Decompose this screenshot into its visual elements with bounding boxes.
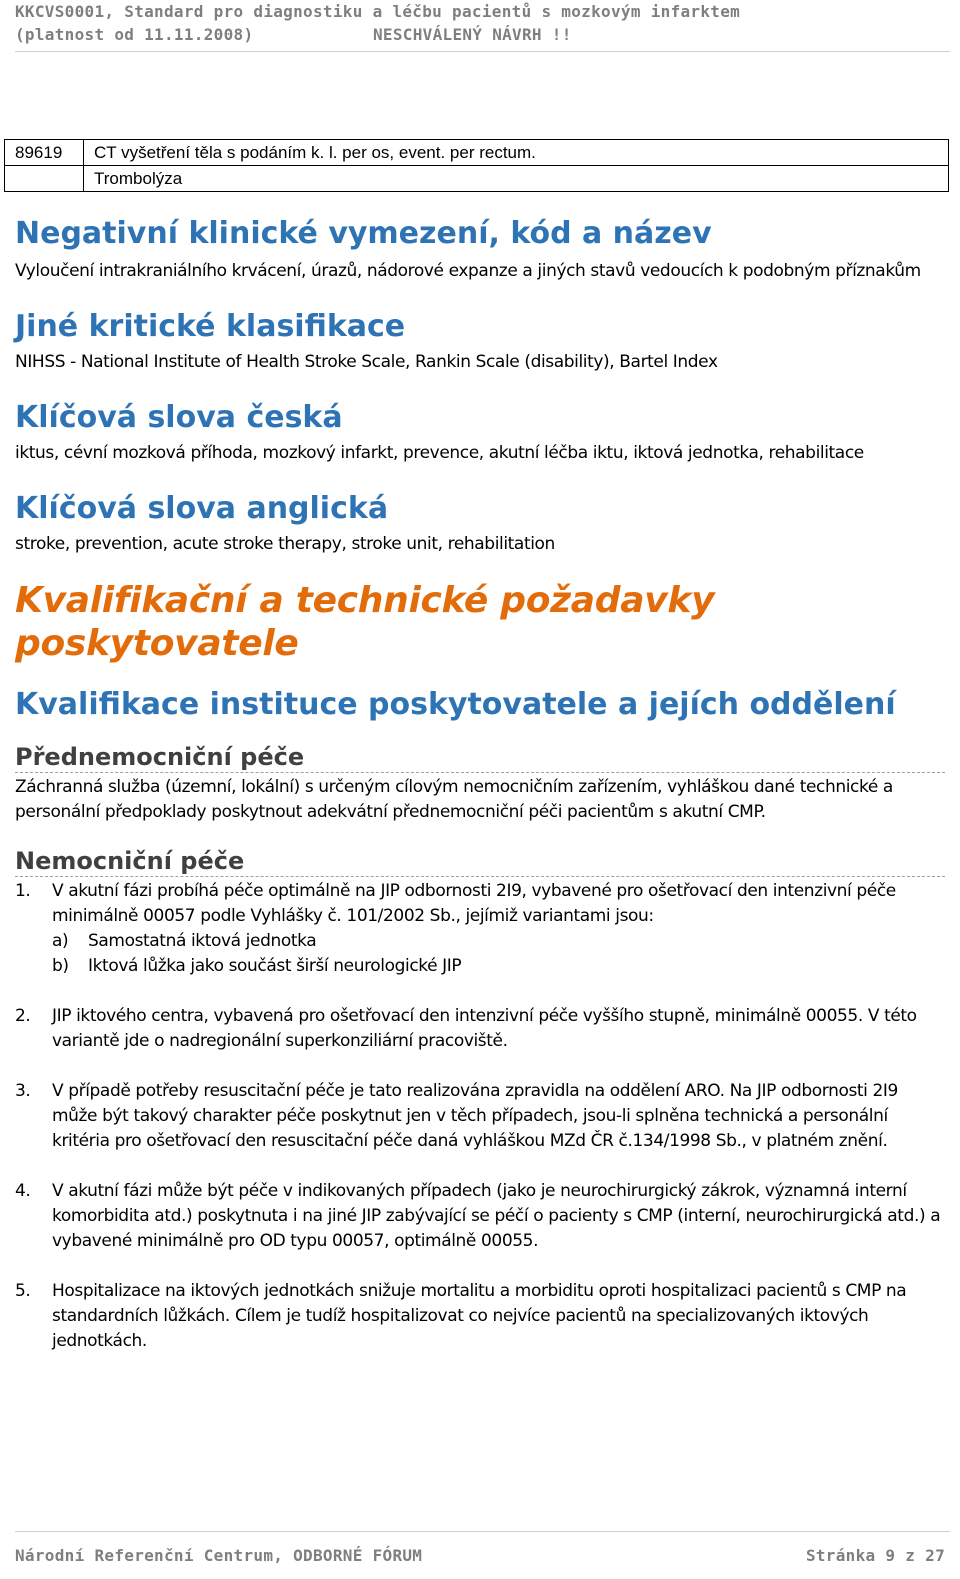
table-cell-description: Trombolýza [84,166,949,192]
list-item [15,1079,945,1154]
sublist-text: Samostatná iktová jednotka [88,930,317,951]
text-negative: Vyloučení intrakraniálního krvácení, úrazů, nádorové expanze a jiných stavů vedoucích k podobným příznakům [15,261,921,281]
list-item [15,1004,945,1054]
document-content [15,216,945,1379]
list-item [15,1279,945,1354]
text-other-classifications: NIHSS - National Institute of Health Stroke Scale, Rankin Scale (disability), Bartel Index [15,352,718,372]
sublist [15,929,945,979]
list-item-text: JIP iktového centra, vybavená pro ošetřovací den intenzivní péče vyššího stupně, minimálně 00055. V této variantě jde o nadregionální superkonziliární pracoviště. [52,1005,917,1051]
sublist-letter: b) [52,955,69,976]
heading-negative: Negativní klinické vymezení, kód a název [15,216,712,251]
table-row [5,140,949,166]
header-row2 [15,23,950,46]
list-item [15,1179,945,1254]
header-divider [15,51,950,52]
text-prehospital: Záchranná služba (územní, lokální) s určeným cílovým nemocničním zařízením, vyhláškou dané technické a personální předpoklady poskytnout adekvátní přednemocniční péči pacientům s akutní CMP. [15,777,893,823]
text-keywords-cz: iktus, cévní mozková příhoda, mozkový infarkt, prevence, akutní léčba iktu, iktová jednotka, rehabilitace [15,443,864,463]
list-item-text: V akutní fázi probíhá péče optimálně na JIP odbornosti 2I9, vybavené pro ošetřovací den intenzivní péče minimálně 00057 podle Vyhlášky č. 101/2002 Sb., jejímiž variantami jsou: [52,880,896,926]
footer-divider [15,1531,950,1532]
code-table [4,139,949,192]
sublist-item [15,954,945,979]
heading-other-classifications: Jiné kritické klasifikace [15,309,406,344]
header-validity: (platnost od 11.11.2008) [15,25,254,44]
page-header [15,0,950,46]
heading-keywords-en: Klíčová slova anglická [15,491,389,526]
list-item-number: 3. [15,1080,31,1101]
table-cell-description: CT vyšetření těla s podáním k. l. per os, event. per rectum. [84,140,949,166]
heading-keywords-cz: Klíčová slova česká [15,400,343,435]
sublist-item [15,929,945,954]
footer-page-number: Stránka 9 z 27 [805,1546,945,1565]
header-title: KKCVS0001, Standard pro diagnostiku a léčbu pacientů s mozkovým infarktem [15,2,741,21]
list-item-number: 1. [15,880,31,901]
list-item-number: 2. [15,1005,31,1026]
sublist-letter: a) [52,930,69,951]
heading-requirements: Kvalifikační a technické požadavky poskytovatele [15,580,715,665]
list-item-text: Hospitalizace na iktových jednotkách snižuje mortalitu a morbiditu oproti hospitalizaci pacientů s CMP na standardních lůžkách. Cílem je tudíž hospitalizovat co nejvíce pacientů na specializovaných iktových jednotkách. [52,1280,907,1351]
page-footer [15,1546,945,1565]
table-cell-empty [5,166,84,192]
list-item-text: V případě potřeby resuscitační péče je tato realizována zpravidla na oddělení ARO. Na JIP odbornosti 2I9 může být takový charakter péče poskytnut jen v těch případech, jsou-li splněna technická a personální kritéria pro ošetřovací den resuscitační péče daná vyhláškou MZd ČR č.134/1998 Sb., v platném znění. [52,1080,898,1151]
table-cell-code: 89619 [5,140,84,166]
list-item-number: 5. [15,1280,31,1301]
header-draft-notice: NESCHVÁLENÝ NÁVRH !! [373,25,572,44]
text-keywords-en: stroke, prevention, acute stroke therapy, stroke unit, rehabilitation [15,534,555,554]
sublist-text: Iktová lůžka jako součást širší neurologické JIP [88,955,462,976]
hospital-care-list [15,879,945,1354]
table-row [5,166,949,192]
heading-hospital: Nemocniční péče [15,847,945,877]
heading-prehospital: Přednemocniční péče [15,743,945,773]
heading-institution: Kvalifikace instituce poskytovatele a jejích oddělení [15,687,896,723]
list-item [15,879,945,979]
list-item-number: 4. [15,1180,31,1201]
footer-organization: Národní Referenční Centrum, ODBORNÉ FÓRUM [15,1546,423,1565]
list-item-text: V akutní fázi může být péče v indikovaných případech (jako je neurochirurgický zákrok, významná interní komorbidita atd.) poskytnuta i na jiné JIP zabývající se péčí o pacienty s CMP (interní, neurochirurgická atd.) a vybavené minimálně pro OD typu 00057, optimálně 00055. [52,1180,941,1251]
